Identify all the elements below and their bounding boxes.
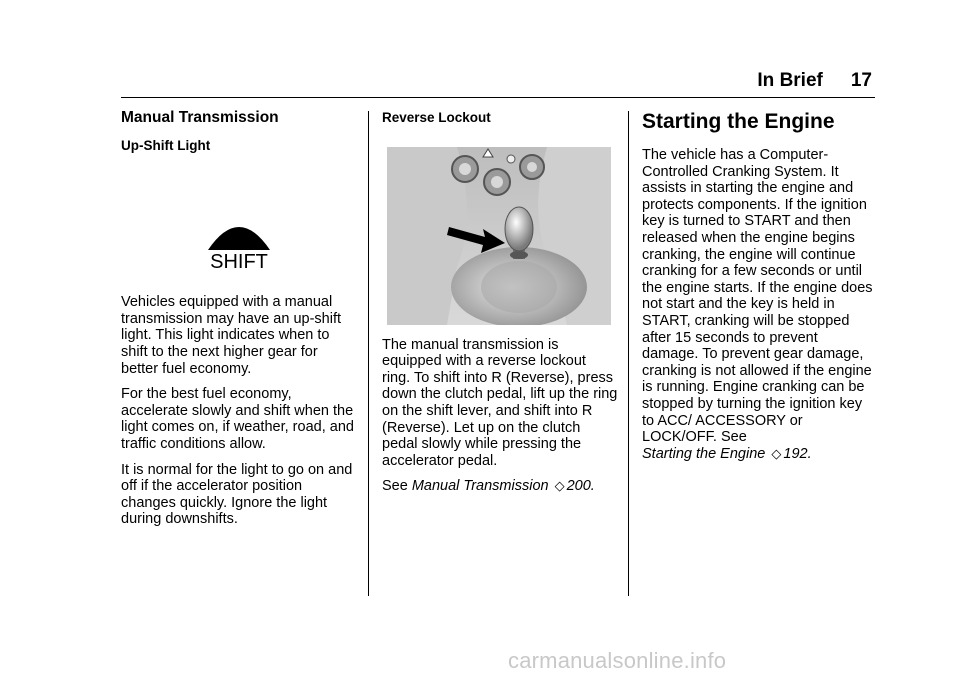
- paragraph-2: For the best fuel economy, accelerate slowly and shift when the light comes on, if weather, road, and traffic conditions allow.: [121, 386, 354, 452]
- section-heading: Manual Transmission: [121, 109, 279, 126]
- paragraph-1: [642, 147, 874, 462]
- manual-transmission-link[interactable]: Manual Transmission: [411, 478, 549, 495]
- header-rule: [121, 97, 875, 98]
- upshift-light-illustration: [121, 164, 356, 272]
- starting-engine-link[interactable]: Starting the Engine: [642, 445, 766, 462]
- page-header: [757, 70, 872, 92]
- see-reference: [382, 478, 618, 495]
- paragraph-3: It is normal for the light to go on and off if the accelerator position changes quickly. Ignore the light during downshifts.: [121, 461, 353, 528]
- page-ref-icon: ◇: [771, 445, 782, 461]
- section-title: In Brief: [757, 70, 823, 91]
- shift-lever-photo: [387, 147, 611, 325]
- subsection-heading: Up-Shift Light: [121, 137, 211, 153]
- see-prefix: See: [382, 478, 408, 495]
- upshift-arrow-icon: [121, 164, 356, 272]
- subsection-heading: Reverse Lockout: [382, 110, 491, 125]
- column-manual-transmission: [121, 110, 357, 537]
- paragraph-1: The manual transmission is equipped with a reverse lockout ring. To shift into R (Reverse), press down the clutch pedal, lift up the ring on the shift lever, and shift into R (Reverse). Let up on the clutch pedal slowly while pressing the accelerator pedal.: [382, 336, 618, 469]
- column-divider-1: [368, 111, 369, 596]
- watermark: carmanualsonline.info: [508, 648, 727, 673]
- column-divider-2: [628, 111, 629, 596]
- paragraph-text: The vehicle has a Computer-Controlled Cranking System. It assists in starting the engine and protects components. If the ignition key is turned to START and then released when the engine begins cranking, the engine will continue cranking for a few seconds or until the engine starts. If the engine does not start and the key is held in START, cranking will be stopped after 15 seconds to prevent damage. To prevent gear damage, cranking is not allowed if the engine is running. Engine cranking can be stopped by turning the ignition key to ACC/ ACCESSORY or LOCK/OFF. See: [642, 147, 873, 446]
- paragraph-1: Vehicles equipped with a manual transmission may have an up-shift light. This light indicates when to shift to the next higher gear for better fuel economy.: [121, 294, 342, 377]
- column-reverse-lockout: [382, 110, 618, 504]
- page-ref-number[interactable]: 192.: [783, 445, 812, 462]
- section-heading: Starting the Engine: [642, 110, 835, 133]
- page-number: 17: [850, 70, 872, 91]
- page-ref-icon: ◇: [554, 478, 565, 494]
- shift-label: SHIFT: [210, 251, 268, 273]
- page-ref-number[interactable]: 200.: [566, 478, 595, 495]
- column-starting-engine: [642, 110, 874, 471]
